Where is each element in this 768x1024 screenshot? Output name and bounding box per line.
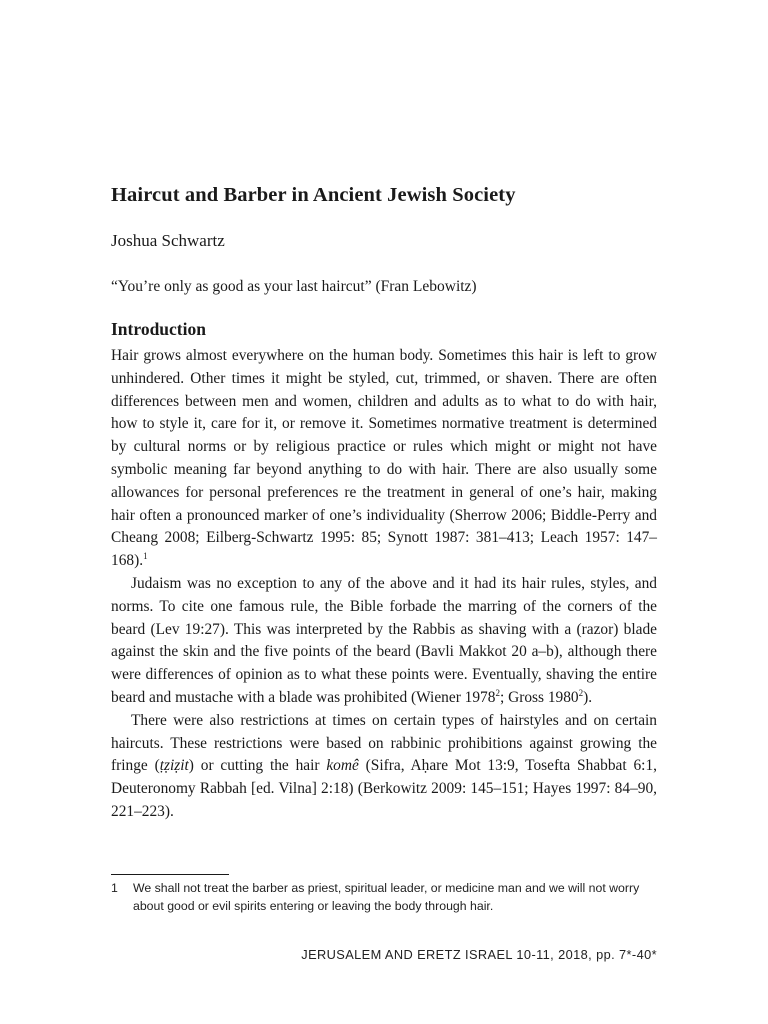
- paragraph-3-text-b: ) or cutting the hair: [188, 757, 327, 775]
- author-name: Joshua Schwartz: [111, 231, 225, 250]
- term-tzizit: ṭẓiẓit: [159, 757, 189, 775]
- paragraph-2-text-b: ; Gross 1980: [499, 688, 579, 706]
- footnote-1: [111, 879, 657, 915]
- paragraph-3-text-c: (Sifra, Aḥare Mot 13:9, Tosefta Shabbat 6:1, Deuteronomy Rabbah [ed. Vilna] 2:18) (Berkowitz 2009: 145–151; Hayes 1997: 84–90, 221–223).: [111, 757, 657, 820]
- running-footer: JERUSALEM AND ERETZ ISRAEL 10-11, 2018, pp. 7*-40*: [301, 947, 657, 962]
- term-kome: komê: [326, 757, 359, 775]
- paragraph-2-text-c: ).: [583, 688, 593, 706]
- section-heading-introduction: Introduction: [111, 319, 206, 339]
- paragraph-3: [111, 710, 657, 824]
- article-title: Haircut and Barber in Ancient Jewish Society: [111, 184, 516, 206]
- paragraph-2: [111, 573, 657, 710]
- footnote-ref-1: 1: [143, 551, 148, 562]
- paragraph-2-text-a: Judaism was no exception to any of the above and it had its hair rules, styles, and norms. To cite one famous rule, the Bible forbade the marring of the corners of the beard (Lev 19:27). This was interpreted by the Rabbis as shaving with a (razor) blade against the skin and the five points of the beard (Bavli Makkot 20 a–b), although there were differences of opinion as to what these points were. Eventually, shaving the entire beard and mustache with a blade was prohibited (Wiener 1978: [111, 574, 657, 706]
- body-text: [111, 345, 657, 824]
- paragraph-1-text: Hair grows almost everywhere on the human body. Sometimes this hair is left to grow unhindered. Other times it might be styled, cut, trimmed, or shaven. There are often differences between men and women, children and adults as to what to do with hair, how to style it, care for it, or remove it. Sometimes normative treatment is determined by cultural norms or by religious practice or rules which might or might not have symbolic meaning far beyond anything to do with hair. There are also usually some allowances for personal preferences re the treatment in general of one’s hair, making hair often a pronounced marker of one’s individuality (Sherrow 2006; Biddle-Perry and Cheang 2008; Eilberg-Schwartz 1995: 85; Synott 1987: 381–413; Leach 1957: 147–168).: [111, 347, 657, 570]
- footnote-text: We shall not treat the barber as priest, spiritual leader, or medicine man and we will not worry about good or evil spirits entering or leaving the body through hair.: [133, 881, 640, 913]
- footnote-number: 1: [111, 881, 118, 895]
- superscript-edition-1: 2: [495, 687, 500, 698]
- epigraph: “You’re only as good as your last haircut” (Fran Lebowitz): [111, 278, 477, 295]
- paragraph-1: [111, 345, 657, 573]
- superscript-edition-2: 2: [578, 687, 584, 698]
- paragraph-3-text-a: There were also restrictions at times on certain types of hairstyles and on certain haircuts. These restrictions were based on rabbinic prohibitions against growing the fringe (: [111, 711, 657, 775]
- footnote-divider: [111, 874, 229, 875]
